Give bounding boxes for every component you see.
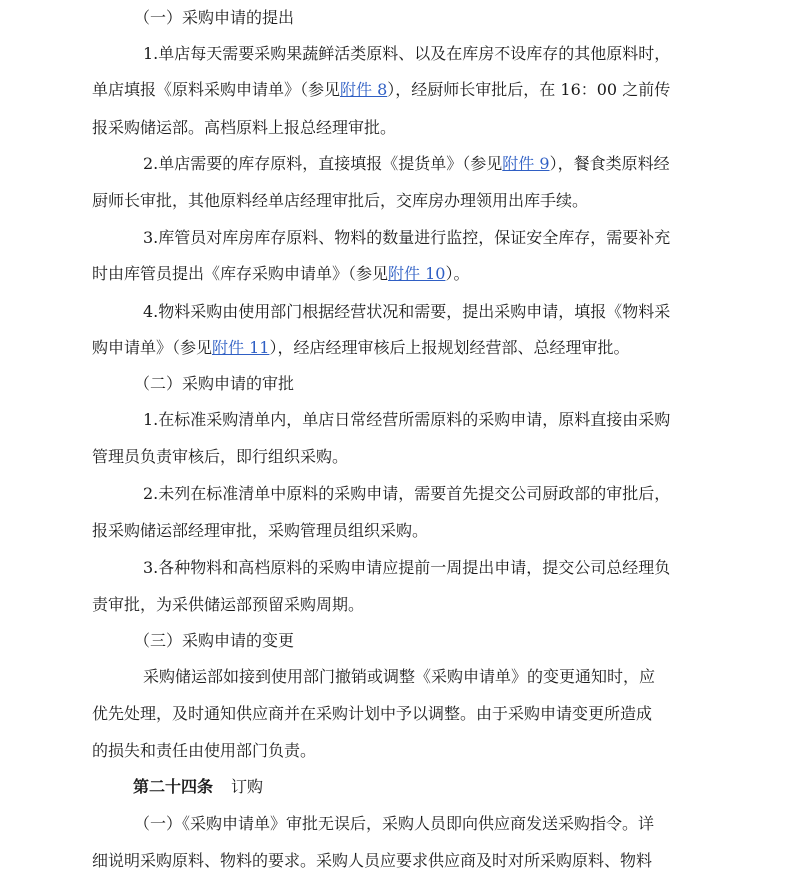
approval-item-3-line-2: 责审批，为采供储运部预留采购周期。 (92, 595, 365, 614)
link-attachment-10[interactable]: 附件 10 (388, 264, 446, 283)
link-attachment-9[interactable]: 附件 9 (502, 154, 550, 173)
text-run: 2.单店需要的库存原料，直接填报《提货单》（参见 (143, 154, 503, 173)
approval-item-3-line-1: 3.各种物料和高档原料的采购申请应提前一周提出申请，提交公司总经理负 (143, 558, 671, 577)
paragraph-3-line-1: 3.库管员对库房库存原料、物料的数量进行监控，保证安全库存，需要补充 (143, 228, 671, 247)
article-heading (0, 777, 803, 797)
approval-item-1-line-2: 管理员负责审核后，即行组织采购。 (92, 447, 349, 466)
paragraph-4-line-1: 4.物料采购由使用部门根据经营状况和需要，提出采购申请，填报《物料采 (143, 302, 671, 321)
text-run: 时由库管员提出《库存采购申请单》（参见 (92, 264, 389, 283)
order-paragraph-line-2: 细说明采购原料、物料的要求。采购人员应要求供应商及时对所采购原料、物料 (92, 851, 653, 870)
link-attachment-8[interactable]: 附件 8 (340, 80, 388, 99)
paragraph-4-line-2 (0, 338, 803, 358)
approval-item-1-line-1: 1.在标准采购清单内，单店日常经营所需原料的采购申请，原料直接由采购 (143, 410, 671, 429)
change-paragraph-line-2: 优先处理，及时通知供应商并在采购计划中予以调整。由于采购申请变更所造成 (92, 704, 653, 723)
article-title: 订购 (231, 777, 264, 796)
text-run: ），餐食类原料经 (549, 154, 670, 173)
change-paragraph-line-3: 的损失和责任由使用部门负责。 (92, 741, 317, 760)
change-paragraph-line-1: 采购储运部如接到使用部门撤销或调整《采购申请单》的变更通知时，应 (143, 667, 656, 686)
paragraph-3-line-2 (0, 264, 803, 284)
paragraph-1-line-3: 报采购储运部。高档原料上报总经理审批。 (92, 118, 397, 137)
order-paragraph-line-1: （一）《采购申请单》审批无误后，采购人员即向供应商发送采购指令。详 (134, 814, 655, 833)
section-heading-approval: （二）采购申请的审批 (134, 374, 295, 393)
section-heading-submission: （一）采购申请的提出 (134, 8, 295, 27)
link-attachment-11[interactable]: 附件 11 (212, 338, 270, 357)
paragraph-2-line-1 (0, 154, 803, 174)
paragraph-1-line-2 (0, 80, 803, 100)
text-run: ），经店经理审核后上报规划经营部、总经理审批。 (269, 338, 630, 357)
approval-item-2-line-2: 报采购储运部经理审批，采购管理员组织采购。 (92, 521, 429, 540)
text-run: ），经厨师长审批后，在 16：00 之前传 (387, 80, 671, 99)
section-heading-change: （三）采购申请的变更 (134, 631, 295, 650)
paragraph-2-line-2: 厨师长审批，其他原料经单店经理审批后，交库房办理领用出库手续。 (92, 191, 589, 210)
text-run: ）。 (445, 264, 470, 283)
text-run: 购申请单》（参见 (92, 338, 213, 357)
paragraph-1-line-1: 1.单店每天需要采购果蔬鲜活类原料、以及在库房不设库存的其他原料时， (143, 44, 671, 63)
article-number: 第二十四条 (133, 777, 214, 796)
approval-item-2-line-1: 2.未列在标准清单中原料的采购申请，需要首先提交公司厨政部的审批后， (143, 484, 671, 503)
text-run: 单店填报《原料采购申请单》（参见 (92, 80, 341, 99)
